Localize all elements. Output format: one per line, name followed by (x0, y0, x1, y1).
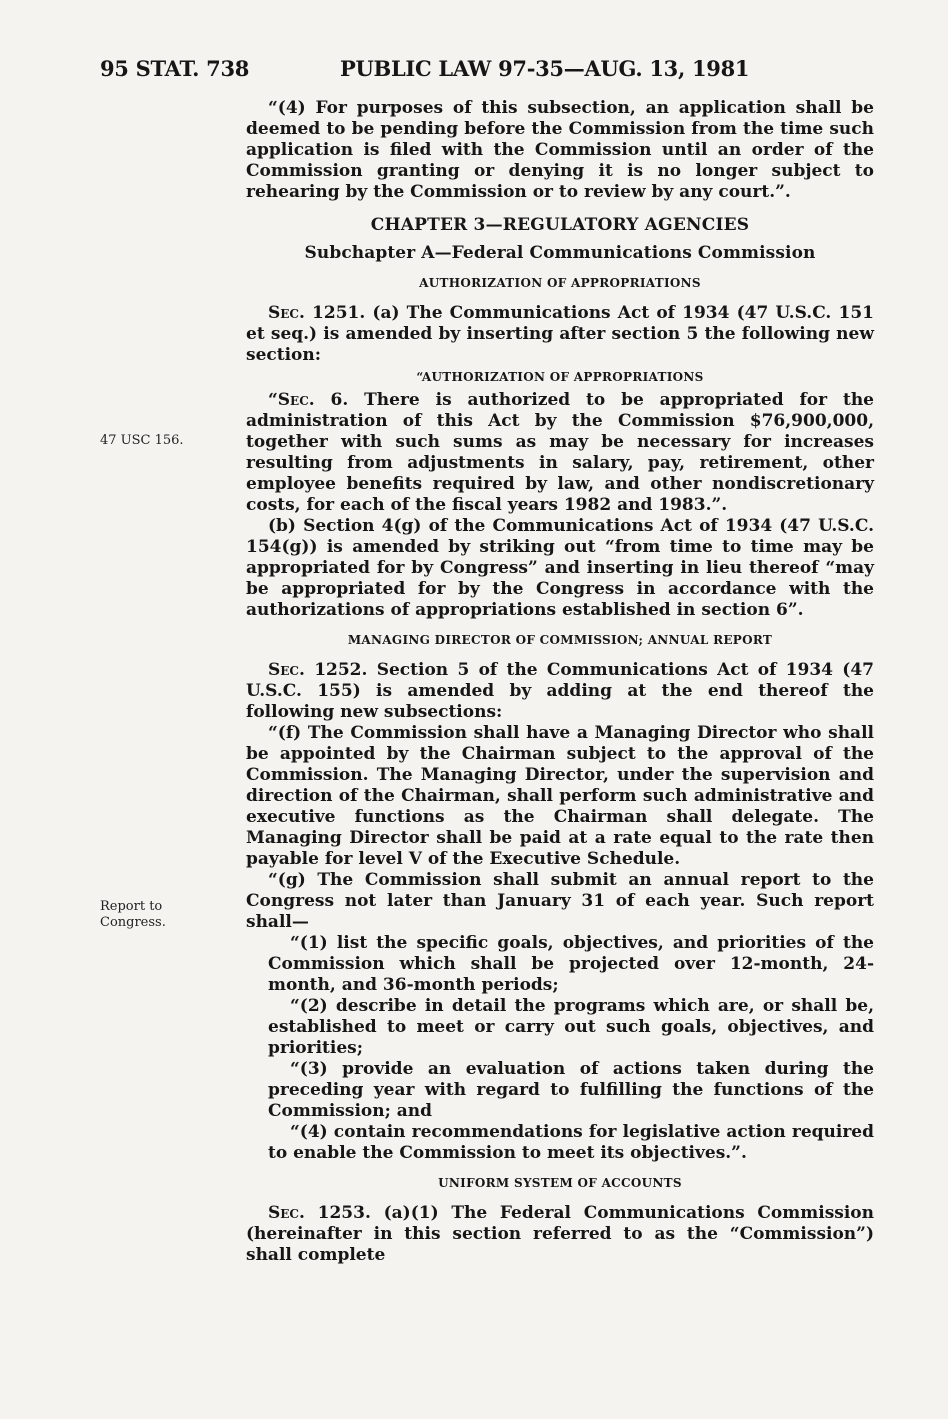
section-heading-authorization: AUTHORIZATION OF APPROPRIATIONS (419, 276, 701, 290)
section-1253-body: 1253. (a)(1) The Federal Communications Commission (hereinafter in this section referred to as the “Commission”) shall complete (246, 1203, 874, 1265)
section-1253-text (246, 1203, 874, 1266)
list-item-4: “(4) contain recommendations for legislative action required to enable the Commission to meet its objectives.”. (268, 1122, 874, 1163)
section-6-body: 6. There is authorized to be appropriated for the administration of this Act by the Commission $76,900,000, together with such sums as may be necessary for increases resulting from adjustments in salary, pay, retirement, other employee benefits required by law, and other nondiscretionary costs, for each of the fiscal years 1982 and 1983.”. (246, 390, 874, 515)
section-1252-body: 1252. Section 5 of the Communications Act of 1934 (47 U.S.C. 155) is amended by adding at the end thereof the following new subsections: (246, 660, 874, 722)
section-1252-label: Sec. (268, 660, 305, 680)
law-title: PUBLIC LAW 97-35—AUG. 13, 1981 (340, 56, 750, 81)
section-6-label: “Sec. (268, 390, 315, 410)
stat-citation: 95 STAT. 738 (100, 56, 250, 81)
chapter-heading: CHAPTER 3—REGULATORY AGENCIES (370, 215, 750, 235)
section-1251-body: 1251. (a) The Communications Act of 1934 (47 U.S.C. 151 et seq.) is amended by inserting after section 5 the following new section: (246, 303, 874, 365)
paragraph-f: “(f) The Commission shall have a Managing Director who shall be appointed by the Chairman subject to the approval of the Commission. The Managing Director, under the supervision and direction of the Chairman, shall perform such administrative and executive functions as the Chairman shall delegate. The Managing Director shall be paid at a rate equal to the rate then payable for level V of the Executive Schedule. (246, 723, 874, 869)
section-heading-managing-director: MANAGING DIRECTOR OF COMMISSION; ANNUAL REPORT (347, 633, 773, 647)
margin-note-report-line1: Report to (100, 899, 163, 914)
subchapter-heading: Subchapter A—Federal Communications Commission (304, 243, 816, 263)
section-1251-label: Sec. (268, 303, 305, 323)
paragraph-b: (b) Section 4(g) of the Communications Act of 1934 (47 U.S.C. 154(g)) is amended by striking out “from time to time may be appropriated for by Congress” and inserting in lieu thereof “may be appropriated for by the Congress in accordance with the authorizations of appropriations established in section 6”. (246, 516, 874, 620)
margin-note-usc: 47 USC 156. (100, 433, 184, 448)
inner-heading-authorization: “AUTHORIZATION OF APPROPRIATIONS (416, 370, 704, 384)
list-item-2: “(2) describe in detail the programs which are, or shall be, established to meet or carry out such goals, objectives, and priorities; (268, 996, 874, 1058)
main-text-column (246, 98, 874, 1266)
section-6-text (246, 390, 874, 516)
margin-note-report-line2: Congress. (100, 915, 166, 930)
section-1253-label: Sec. (268, 1203, 305, 1223)
list-item-3: “(3) provide an evaluation of actions taken during the preceding year with regard to fulfilling the functions of the Commission; and (268, 1059, 874, 1121)
section-1251-text (246, 303, 874, 366)
list-item-1: “(1) list the specific goals, objectives, and priorities of the Commission which shall be projected over 12-month, 24-month, and 36-month periods; (268, 933, 874, 995)
paragraph-g: “(g) The Commission shall submit an annual report to the Congress not later than January 31 of each year. Such report shall— (246, 870, 874, 932)
section-heading-uniform-accounts: UNIFORM SYSTEM OF ACCOUNTS (438, 1176, 682, 1190)
section-1252-text (246, 660, 874, 723)
paragraph-pending-definition: “(4) For purposes of this subsection, an application shall be deemed to be pending before the Commission from the time such application is filed with the Commission until an order of the Commission granting or denying it is no longer subject to rehearing by the Commission or to review by any court.”. (246, 98, 874, 202)
margin-note-report (100, 899, 166, 931)
